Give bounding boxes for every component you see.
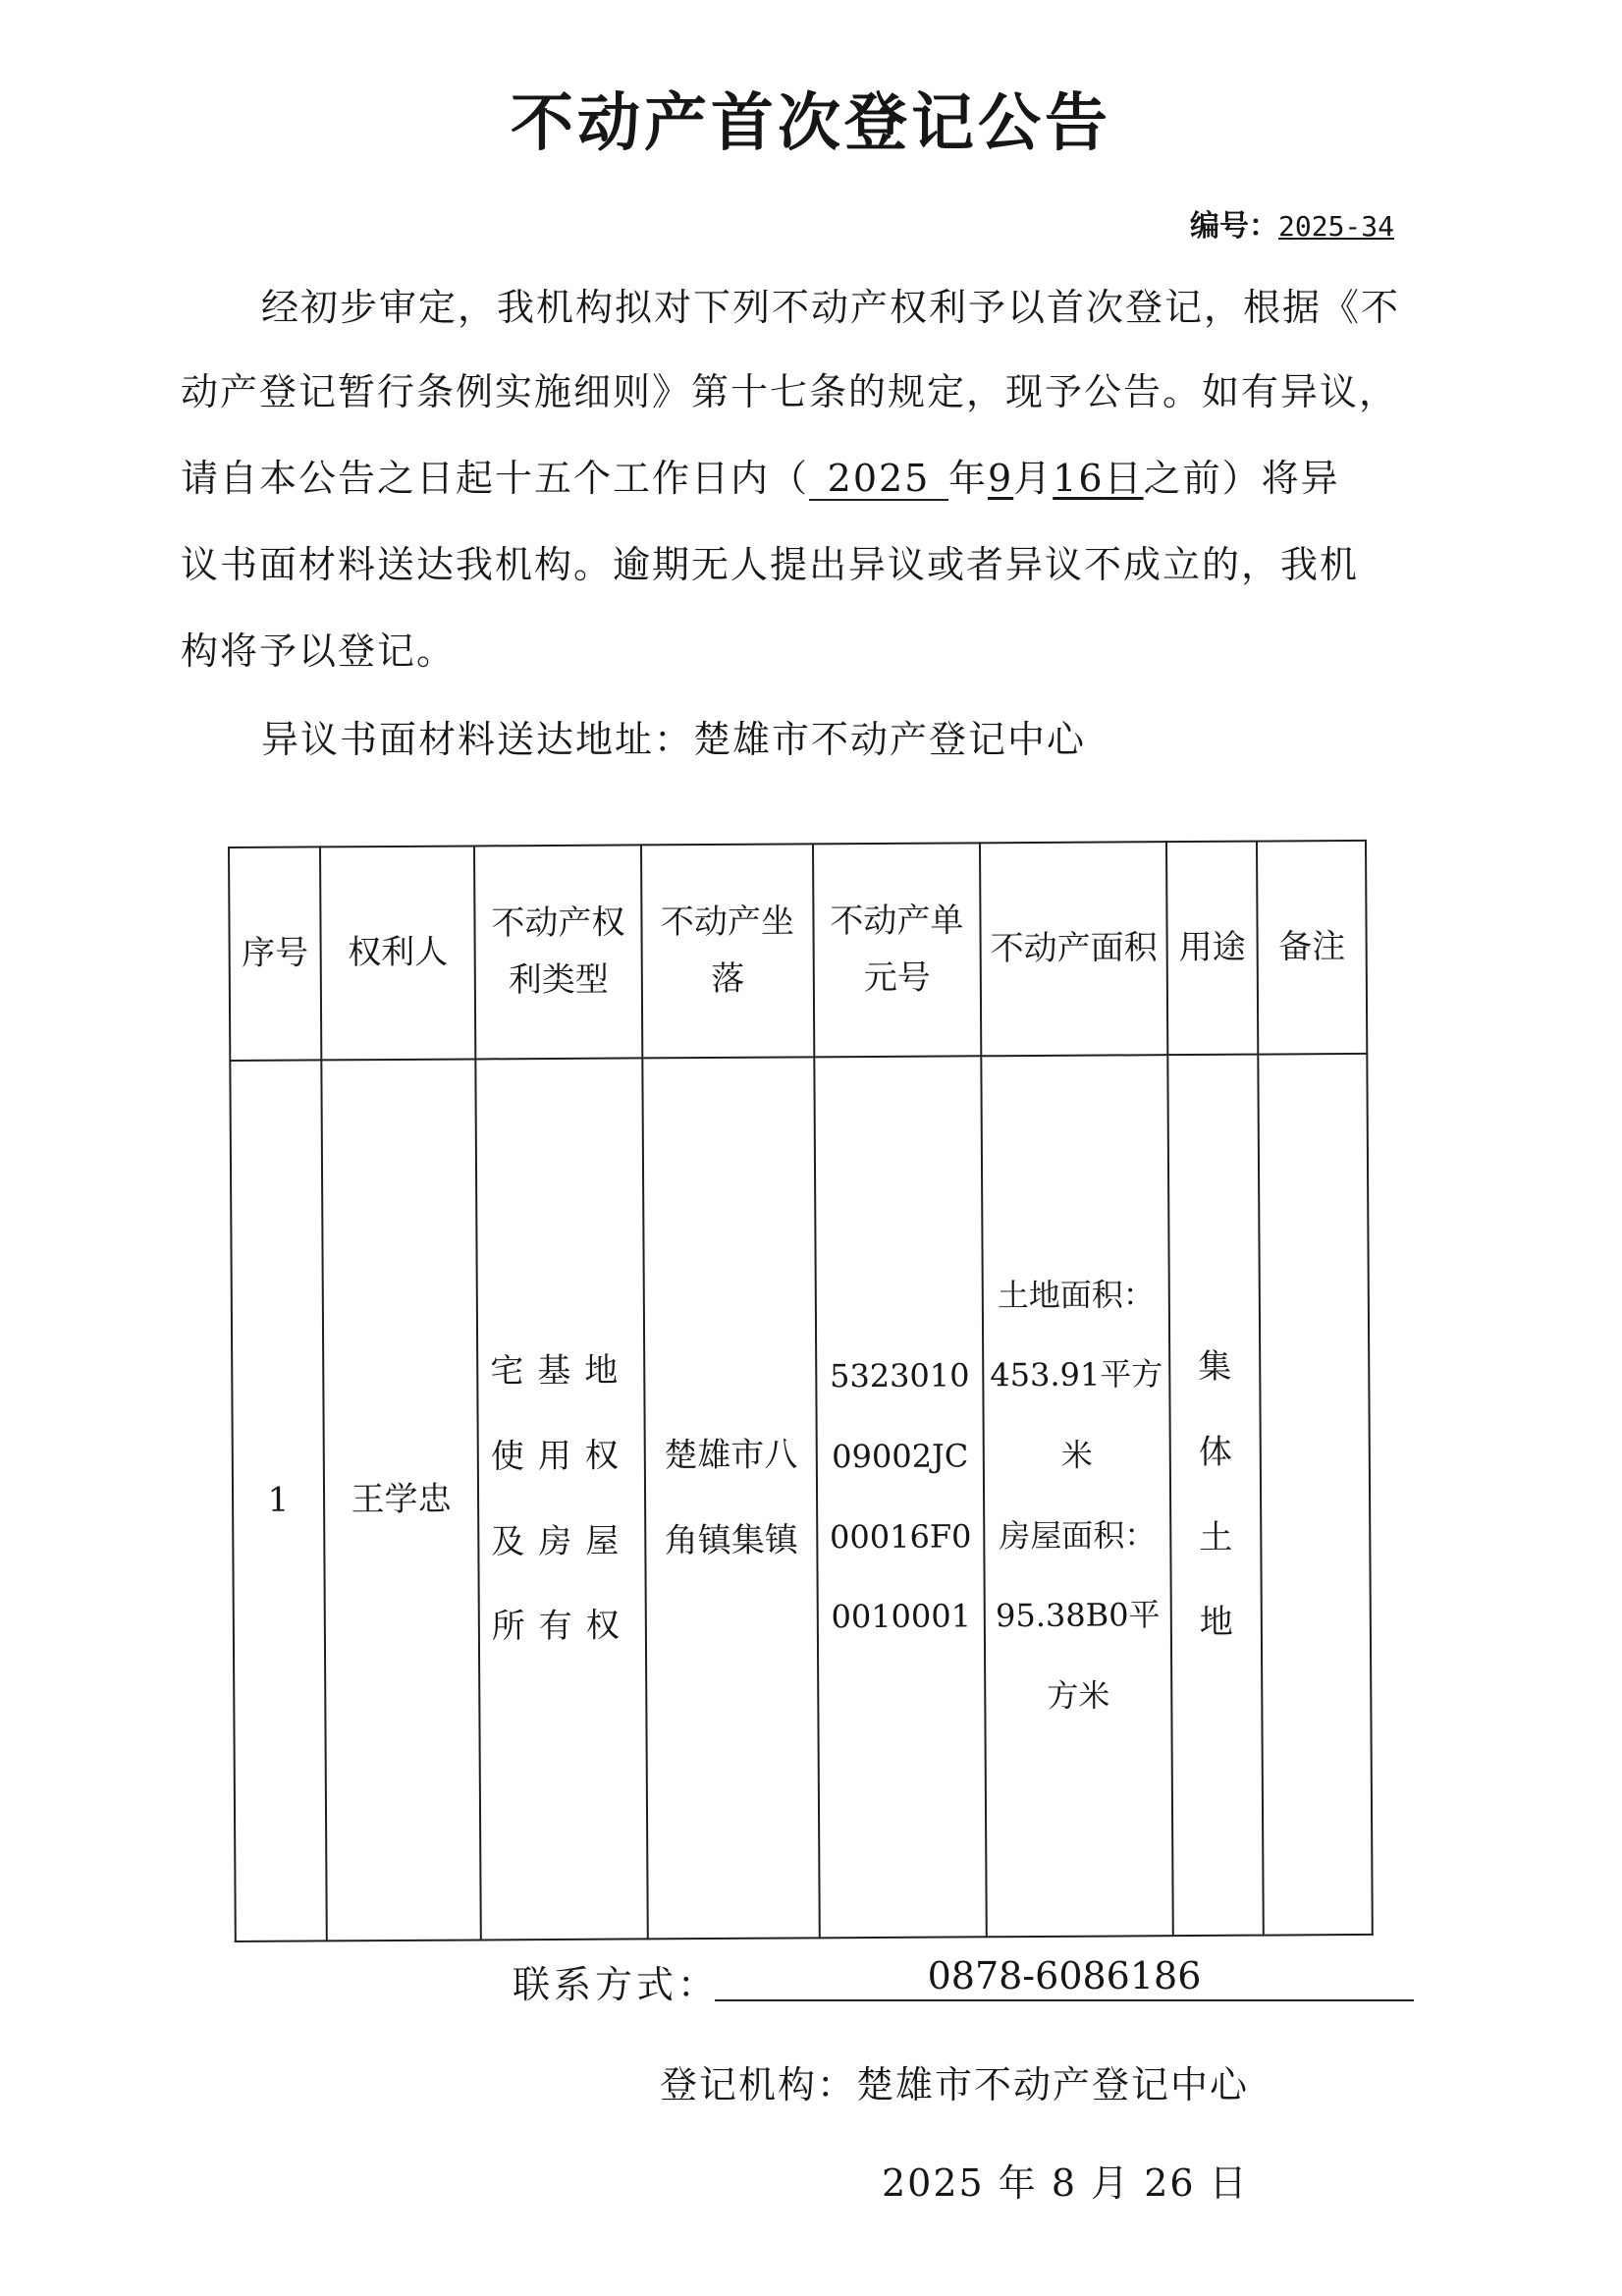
contact-phone: 0878-6086186 — [715, 1954, 1414, 2001]
table-row — [230, 1054, 1372, 1941]
deadline-year: 2025 — [809, 460, 948, 501]
body-line-2: 动产登记暂行条例实施细则》第十七条的规定，现予公告。如有异议， — [181, 370, 1399, 413]
cell-remark — [1258, 1054, 1372, 1936]
document-number-label: 编号： — [1190, 209, 1278, 244]
building-area-value: 95.38B0平方米 — [995, 1596, 1161, 1715]
registration-organization: 登记机构：楚雄市不动产登记中心 — [660, 2063, 1250, 2106]
cell-area — [981, 1055, 1172, 1937]
body-line-1: 经初步审定，我机构拟对下列不动产权利予以首次登记，根据《不 — [261, 286, 1401, 329]
header-location: 不动产坐落 — [641, 844, 814, 1058]
notice-date: 2025 年 8 月 26 日 — [882, 2161, 1249, 2205]
table-header-row — [229, 841, 1367, 1061]
land-area-label: 土地面积： — [997, 1275, 1155, 1314]
address-value: 楚雄市不动产登记中心 — [693, 718, 1087, 761]
header-right-type: 不动产权利类型 — [474, 845, 642, 1059]
document-number — [1190, 201, 1394, 245]
header-remark: 备注 — [1257, 841, 1367, 1055]
cell-location: 楚雄市八角镇集镇 — [642, 1057, 819, 1939]
header-unit-no: 不动产单元号 — [813, 843, 981, 1057]
cell-right-type: 宅基地使用权及房屋所有权 — [475, 1058, 647, 1940]
header-area: 不动产面积 — [980, 842, 1167, 1056]
body-line-3 — [181, 448, 1340, 502]
building-area-label: 房屋面积： — [999, 1515, 1157, 1555]
address-line — [261, 709, 1086, 763]
notice-title: 不动产首次登记公告 — [511, 87, 1111, 160]
cell-usage: 集体土地 — [1167, 1055, 1263, 1937]
deadline-day: 16 — [1053, 457, 1105, 500]
address-label: 异议书面材料送达地址： — [261, 718, 694, 761]
body-line-5: 构将予以登记。 — [181, 629, 457, 673]
contact-label: 联系方式： — [513, 1963, 720, 2006]
day-unit: 日 — [1104, 457, 1144, 500]
body-line-3-end: 之前）将异 — [1143, 457, 1340, 500]
header-holder: 权利人 — [320, 846, 475, 1060]
land-area-value: 453.91平方米 — [990, 1355, 1163, 1474]
header-no: 序号 — [229, 847, 321, 1061]
month-unit: 月 — [1013, 457, 1054, 500]
body-line-3-start: 请自本公告之日起十五个工作日内（ — [181, 457, 810, 500]
cell-holder: 王学忠 — [321, 1059, 480, 1941]
document-number-value: 2025-34 — [1278, 210, 1395, 243]
body-line-4: 议书面材料送达我机构。逾期无人提出异议或者异议不成立的，我机 — [181, 543, 1360, 586]
cell-no: 1 — [230, 1060, 326, 1941]
header-usage: 用途 — [1166, 842, 1258, 1056]
year-unit: 年 — [948, 457, 989, 500]
deadline-month: 9 — [988, 457, 1014, 500]
cell-unit-no: 532301009002JC00016F00010001 — [814, 1056, 986, 1938]
registration-table — [228, 840, 1372, 1942]
